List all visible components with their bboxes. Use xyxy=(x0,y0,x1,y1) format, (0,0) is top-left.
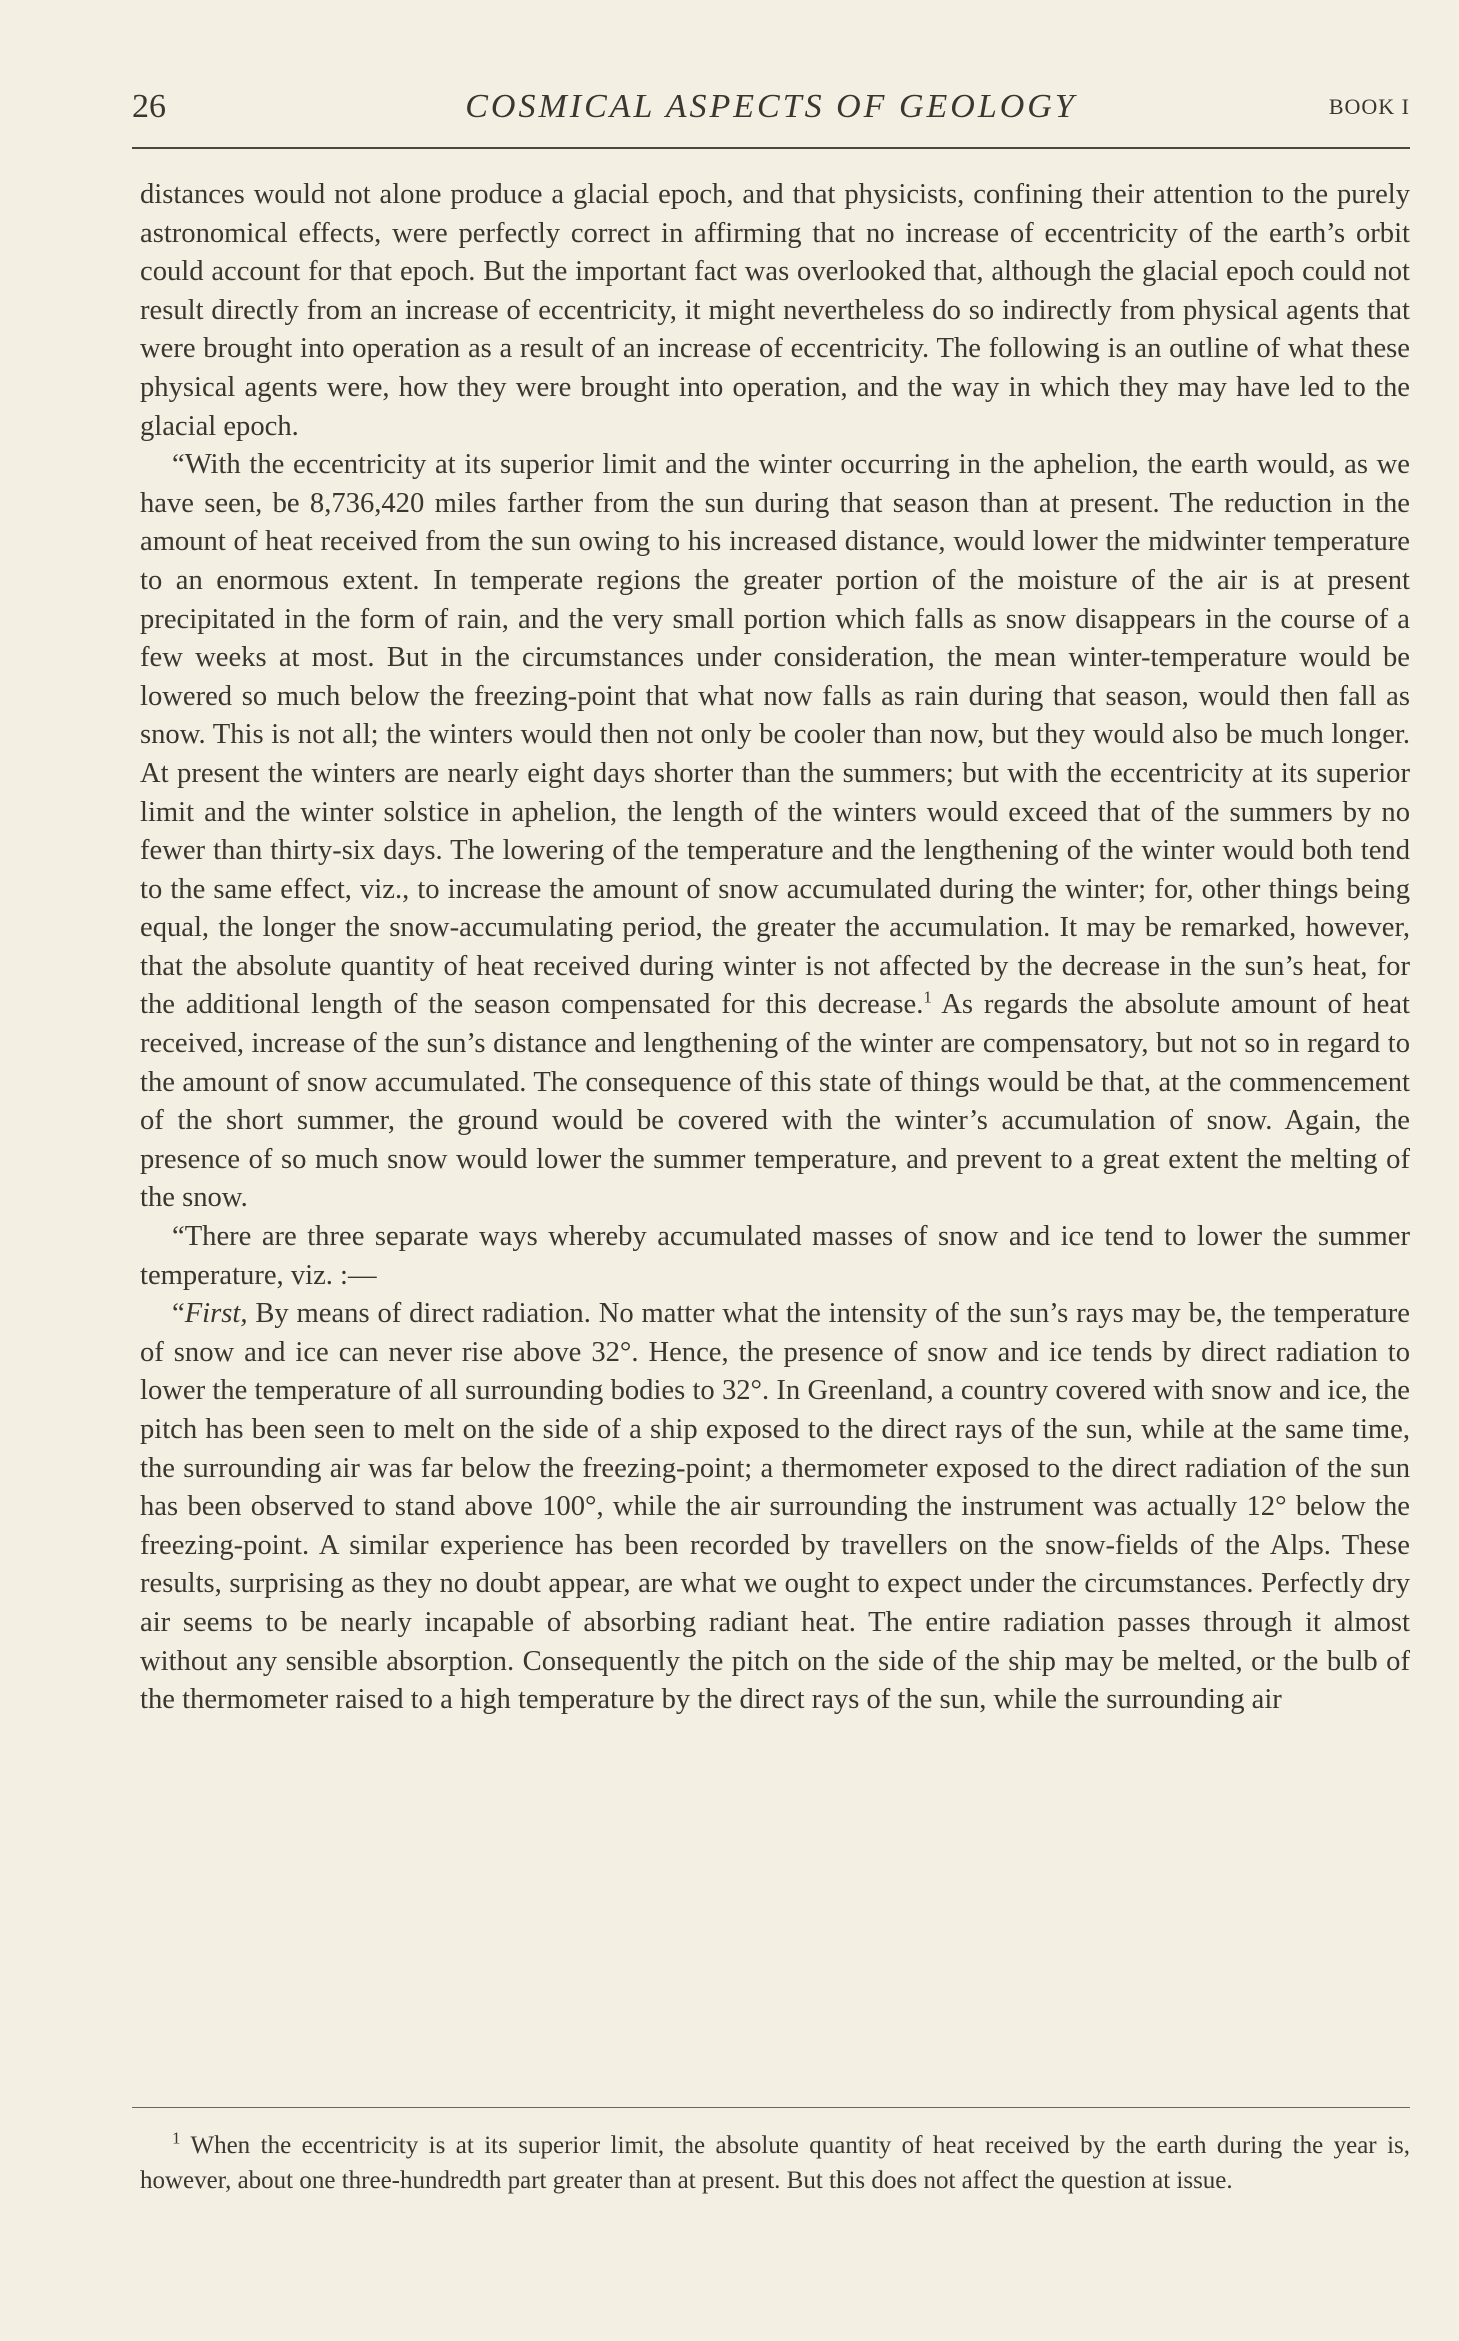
footnote-text: When the eccentricity is at its superior limit, the absolute quantity of heat received by the earth during the year is, however, about one three-hundredth part greater than at present. But this does not affect the question at issue. xyxy=(140,2132,1410,2194)
first-label: First, xyxy=(184,1298,248,1330)
footnote-marker[interactable]: 1 xyxy=(923,987,932,1007)
book-label: BOOK I xyxy=(1328,94,1410,119)
paragraph-2 xyxy=(140,446,1410,1218)
footnote xyxy=(140,2128,1410,2198)
footnote-rule xyxy=(132,2107,1410,2108)
page-header xyxy=(132,88,1410,138)
footnote-number: 1 xyxy=(172,2128,181,2148)
page-number: 26 xyxy=(132,88,166,125)
paragraph-2-part-1: “With the eccentricity at its superior limit and the winter occurring in the aphelion, the earth would, as we have seen, be 8,736,420 miles farther from the sun during that season than at present. The reduction in the amount of heat received from the sun owing to his increased distance, would lower the midwinter temperature to an enormous extent. In temperate regions the greater portion of the moisture of the air is at present precipitated in the form of rain, and the very small portion which falls as snow disappears in the course of a few weeks at most. But in the circumstances under consideration, the mean winter-temperature would be lowered so much below the freezing-point that what now falls as rain during that season, would then fall as snow. This is not all; the winters would then not only be cooler than now, but they would also be much longer. At present the winters are nearly eight days shorter than the summers; but with the eccentricity at its superior limit and the winter solstice in aphelion, the length of the winters would exceed that of the summers by no fewer than thirty-six days. The lowering of the temperature and the lengthening of the winter would both tend to the same effect, viz., to increase the amount of snow accumulated during the winter; for, other things being equal, the longer the snow-accumulating period, the greater the accumulation. It may be remarked, however, that the absolute quantity of heat received during winter is not affected by the decrease in the sun’s heat, for the additional length of the season compensated for this decrease. xyxy=(140,449,1410,1021)
running-title: COSMICAL ASPECTS OF GEOLOGY xyxy=(465,88,1077,125)
paragraph-4 xyxy=(140,1295,1410,1720)
footnote-paragraph xyxy=(140,2128,1410,2198)
header-rule xyxy=(132,147,1410,149)
paragraph-4-text: By means of direct radiation. No matter what the intensity of the sun’s rays may be, the temperature of snow and ice can never rise above 32°. Hence, the presence of snow and ice tends by direct radiation to lower the temperature of all surrounding bodies to 32°. In Greenland, a country covered with snow and ice, the pitch has been seen to melt on the side of a ship exposed to the direct rays of the sun, while at the same time, the surrounding air was far below the freezing-point; a thermometer exposed to the direct radiation of the sun has been observed to stand above 100°, while the air surrounding the instrument was actually 12° below the freezing-point. A similar experience has been recorded by travellers on the snow-fields of the Alps. These results, surprising as they no doubt appear, are what we ought to expect under the circumstances. Perfectly dry air seems to be nearly incapable of absorbing radiant heat. The entire radiation passes through it almost without any sensible absorption. Consequently the pitch on the side of the ship may be melted, or the bulb of the thermometer raised to a high temperature by the direct rays of the sun, while the surrounding air xyxy=(140,1298,1410,1716)
paragraph-3: “There are three separate ways whereby accumulated masses of snow and ice tend to lower the summer temperature, viz. :— xyxy=(140,1221,1410,1291)
paragraph-4-quote: “ xyxy=(172,1298,185,1330)
paragraph-2-part-2: As regards the absolute amount of heat received, increase of the sun’s distance and lengthening of the winter are compensatory, but not so in regard to the amount of snow accumulated. The consequence of this state of things would be that, at the commencement of the short summer, the ground would be covered with the winter’s accumulation of snow. Again, the presence of so much snow would lower the summer temperature, and prevent to a great extent the melting of the snow. xyxy=(140,989,1410,1214)
paragraph-1: distances would not alone produce a glacial epoch, and that physicists, confining their attention to the purely astronomical effects, were perfectly correct in affirming that no increase of eccentricity of the earth’s orbit could account for that epoch. But the important fact was overlooked that, although the glacial epoch could not result directly from an increase of eccentricity, it might nevertheless do so indirectly from physical agents that were brought into operation as a result of an increase of eccentricity. The following is an outline of what these physical agents were, how they were brought into operation, and the way in which they may have led to the glacial epoch. xyxy=(140,179,1410,442)
body-text xyxy=(140,176,1410,1720)
